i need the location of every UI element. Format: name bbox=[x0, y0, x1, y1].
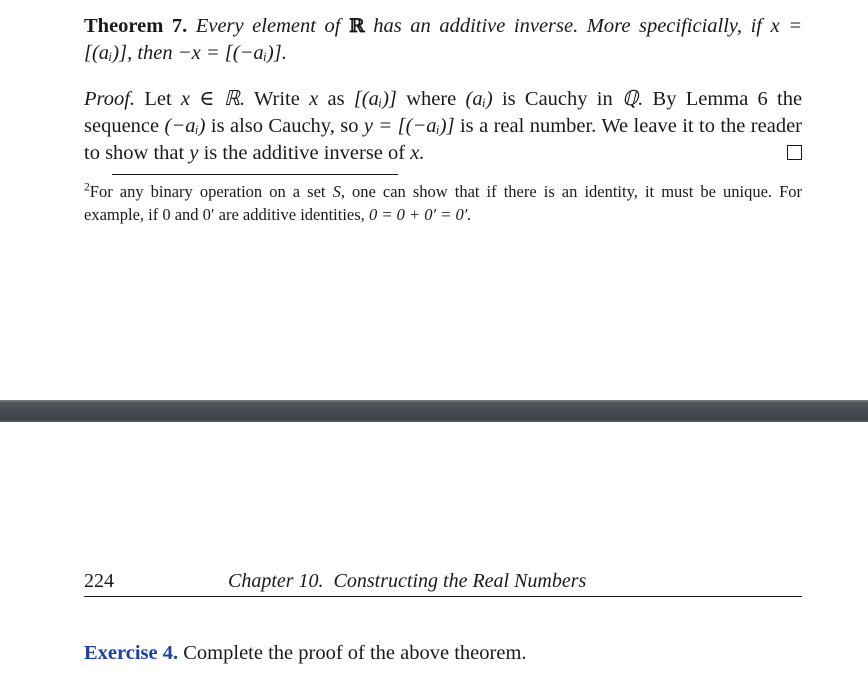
theorem-then: then bbox=[137, 42, 173, 64]
proof-f4: (aᵢ) bbox=[465, 88, 493, 110]
proof-t6: By Lemma 6 the sequence bbox=[84, 88, 803, 137]
proof-t8: is a real number. We leave it to the reader to show that bbox=[84, 115, 802, 164]
proof-t9: is the additive inverse of bbox=[203, 142, 406, 164]
chapter-title: Chapter 10. Constructing the Real Numbers bbox=[228, 570, 587, 592]
page-number: 224 bbox=[84, 570, 114, 592]
theorem-text-2: has an additive inverse. More specificially, bbox=[373, 15, 743, 37]
footnote-f1: S, bbox=[332, 182, 345, 201]
proof-t5: is Cauchy in bbox=[501, 88, 613, 110]
theorem-formula-2: −x = [(−aᵢ)]. bbox=[177, 42, 287, 64]
proof-label: Proof. bbox=[84, 88, 136, 110]
footnote-marker: 2 bbox=[84, 181, 90, 194]
proof-f7: y = [(−aᵢ)] bbox=[363, 115, 455, 137]
reals-symbol: ℝ bbox=[348, 15, 365, 37]
proof-f2: x bbox=[309, 88, 319, 110]
footnote-2 bbox=[84, 180, 802, 226]
page-separator bbox=[0, 400, 868, 422]
proof-t1: Let bbox=[144, 88, 172, 110]
running-header bbox=[84, 570, 802, 597]
qed-box-icon bbox=[787, 145, 802, 160]
theorem-label: Theorem 7. bbox=[84, 15, 188, 37]
theorem-text-1: Every element of bbox=[195, 15, 341, 37]
proof-f1: x ∈ ℝ. bbox=[180, 88, 246, 110]
exercise-4 bbox=[84, 640, 802, 667]
footnote-t1: For any binary operation on a set bbox=[89, 182, 326, 201]
proof-f9: x. bbox=[410, 142, 425, 164]
proof-f8: y bbox=[189, 142, 199, 164]
exercise-label[interactable]: Exercise 4. bbox=[84, 642, 179, 664]
proof-f6: (−aᵢ) bbox=[164, 115, 206, 137]
proof-paragraph bbox=[84, 86, 802, 167]
proof-t3: as bbox=[327, 88, 345, 110]
theorem-formula-1: x = [(aᵢ)], bbox=[84, 15, 803, 64]
proof-t2: Write bbox=[253, 88, 300, 110]
footnote-f2: 0 = 0 + 0′ = 0′. bbox=[368, 205, 472, 224]
proof-t7: is also Cauchy, so bbox=[210, 115, 359, 137]
pdf-page-lower bbox=[0, 422, 868, 673]
proof-t4: where bbox=[406, 88, 457, 110]
exercise-text: Complete the proof of the above theorem. bbox=[183, 642, 527, 664]
proof-f5: ℚ. bbox=[621, 88, 644, 110]
footnote-rule bbox=[112, 174, 398, 175]
proof-f3: [(aᵢ)] bbox=[353, 88, 397, 110]
theorem-7 bbox=[84, 13, 802, 67]
theorem-if: if bbox=[750, 15, 762, 37]
footnote-t2: one can show that if there is an identity, it must be unique. For example, if 0 and 0′ are additive identities, bbox=[84, 182, 803, 224]
